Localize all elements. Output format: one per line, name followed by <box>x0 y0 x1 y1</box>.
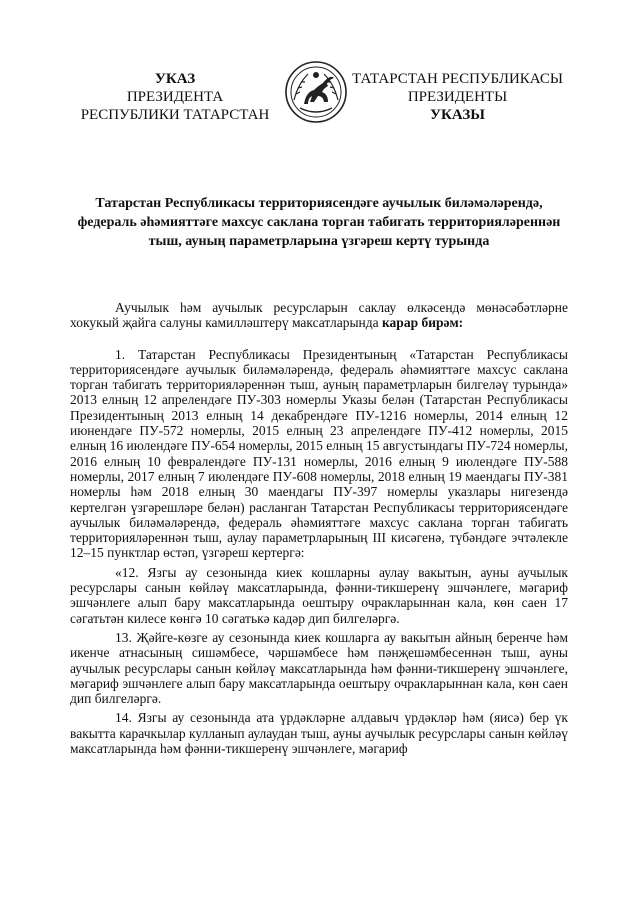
paragraph-13: 13. Җәйге-көзге ау сезонында киек кошларга ау вакытын айның беренче һәм икенче атнасының сишәмбесе, чәршәмбесе һәм пәнҗешәмбесеннән тыш, ауны аучылык ресурслары санын көйләү максатларында һәм фәнни-тикшеренү эшчәнлеге, мәгариф эшчәнлеге алып бару максатларында оештыру очракларыннан кала, көн саен дип билгеләргә. <box>70 629 568 707</box>
header-right-line2: ПРЕЗИДЕНТЫ <box>407 89 508 105</box>
paragraph-14: 14. Язгы ау сезонында ата үрдәкләрне алдавыч үрдәкләр һәм (яисә) бер үк вакытта карачкылар кулланып аулаудан тыш, ауны аучылык ресурслары санын көйләү максатларында һәм фәнни-тикшеренү эшчәнлеге, мәгариф <box>70 710 568 757</box>
preamble-decision: карар бирәм: <box>381 315 464 331</box>
preamble-text: Аучылык һәм аучылык ресурсларын саклау өлкәсендә мөнәсәбәтләрне хокукый җайга салуны камилләштерү максатларында <box>70 300 568 331</box>
header-right-line1: ТАТАРСТАН РЕСПУБЛИКАСЫ <box>352 71 563 87</box>
paragraph-1: 1. Татарстан Республикасы Президентының «Татарстан Республикасы территориясендәге аучылык биләмәләрендә, федераль әһәмияттәге махсус саклана торган табигать территорияләреннән тыш, ауның параметрларын билгеләү турында» 2013 елның 12 апрелендәге ПУ-303 номерлы Указы белән (Татарстан Республикасы Президентының 2013 елның 14 декабрендәге ПУ-1216 номерлы, 2014 елның 12 июнендәге ПУ-572 номерлы, 2015 елның 23 апрелендәге ПУ-412 номерлы, 2015 елның 16 июлендәге ПУ-654 номерлы, 2015 елның 15 августындагы ПУ-724 номерлы, 2016 елның 10 февралендәге ПУ-131 номерлы, 2016 елның 9 июлендәге ПУ-588 номерлы, 2017 елның 7 июлендәге ПУ-608 номерлы, 2018 елның 19 маендагы ПУ-381 номерлы һәм 2018 елның 30 маендагы ПУ-397 номерлы указлары нигезендә кертелгән үзгәрешләре белән) расланган Татарстан Республикасы территориясендәге аучылык биләмәләрендә, федераль әһәмияттәге махсус саклана торган табигать территорияләреннән тыш, аулау параметрларының III кисәгенә, түбәндәге эчтәлекле 12–15 пунктлар өстәп, үзгәреш кертергә: <box>70 346 568 561</box>
header-right <box>350 70 565 124</box>
paragraph-12: «12. Язгы ау сезонында киек кошларны аулау вакытын, ауны аучылык ресурслары санын көйләү максатларында, фәнни-тикшеренү эшчәнлеге, мәгариф эшчәнлеге алып бару максатларында оештыру очракларыннан кала, көн саен 17 сәгатьтән килесе көнгә 10 сәгатькә кадәр дип билгеләргә. <box>70 564 568 626</box>
preamble <box>70 300 568 331</box>
header-right-line3: УКАЗЫ <box>430 107 485 123</box>
header-left-line2: ПРЕЗИДЕНТА <box>126 89 224 105</box>
header-left-line3: РЕСПУБЛИКИ ТАТАРСТАН <box>80 107 270 123</box>
header-left <box>70 70 280 124</box>
header-left-line1: УКАЗ <box>154 71 196 87</box>
tatarstan-coat-of-arms-icon <box>284 60 348 124</box>
document-title: Татарстан Республикасы территориясендәге аучылык биләмәләрендә, федераль әһәмияттәге махсус саклана торган табигать территорияләреннән тыш, ауның параметрларына үзгәреш кертү турында <box>77 196 561 249</box>
document-body <box>70 300 568 756</box>
